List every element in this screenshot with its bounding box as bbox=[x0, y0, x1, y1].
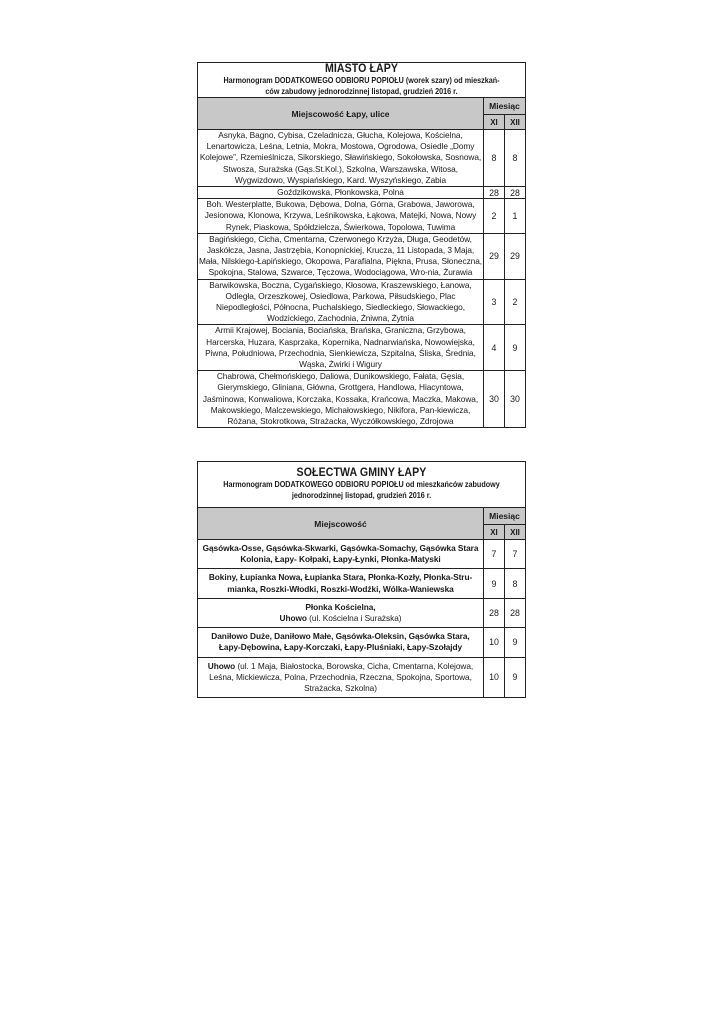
day-xi: 3 bbox=[484, 279, 505, 325]
table-row bbox=[198, 233, 526, 279]
table-row bbox=[198, 187, 526, 199]
villages-location-header: Miejscowość bbox=[198, 508, 484, 540]
day-xi: 4 bbox=[484, 325, 505, 371]
day-xii: 9 bbox=[505, 657, 526, 698]
table-row bbox=[198, 657, 526, 698]
street-list: Bagińskiego, Cicha, Cmentarna, Czerwonego Krzyża, Długa, Geodetów, Jaskółcza, Jasna, Jastrzębia, Konopnickiej, Krucza, 11 Listopada, 3 Maja, Mała, Nilskiego-Łapińskiego, Okopowa, Parafialna, Piękna, Prusa, Słoneczna, Spokojna, Stalowa, Szwarce, Tęczowa, Wodociągowa, Wro-nia, Żurawia bbox=[198, 233, 483, 278]
village-list bbox=[198, 569, 484, 598]
day-xii: 30 bbox=[505, 371, 526, 428]
village-list bbox=[198, 628, 484, 657]
day-xii: 9 bbox=[505, 325, 526, 371]
village-names: Gąsówka-Osse, Gąsówka-Skwarki, Gąsówka-Somachy, Gąsówka Stara Kolonia, Łapy- Kołpaki, Łapy-Łynki, Płonka-Matyski bbox=[202, 543, 479, 565]
table-row bbox=[198, 199, 526, 234]
day-xii: 28 bbox=[505, 187, 526, 199]
street-list: Armii Krajowej, Bociania, Bociańska, Brańska, Graniczna, Grzybowa, Harcerska, Huzara, Kasprzaka, Kopernika, Nadnarwiańska, Nowowiejska, Piwna, Południowa, Przechodnia, Sienkiewicza, Szpitalna, Śliska, Średnia, Wąska, Żwirki i Wigury bbox=[198, 325, 484, 371]
day-xii: 2 bbox=[505, 279, 526, 325]
table-row bbox=[198, 569, 526, 598]
village-list bbox=[198, 657, 484, 698]
villages-title: SOŁECTWA GMINY ŁAPY bbox=[296, 467, 427, 479]
villages-schedule-table bbox=[197, 461, 526, 698]
day-xi: 8 bbox=[484, 130, 505, 187]
day-xi: 7 bbox=[484, 540, 505, 569]
day-xii: 1 bbox=[505, 199, 526, 234]
day-xii: 9 bbox=[505, 628, 526, 657]
table-row bbox=[198, 325, 526, 371]
day-xi: 10 bbox=[484, 628, 505, 657]
village-list bbox=[198, 540, 484, 569]
day-xii: 29 bbox=[505, 233, 526, 279]
villages-xi-header: XI bbox=[484, 525, 505, 540]
villages-month-header: Miesiąc bbox=[484, 508, 526, 525]
city-schedule-table bbox=[197, 62, 526, 428]
day-xii: 8 bbox=[505, 130, 526, 187]
village-name-2: Uhowo bbox=[279, 613, 307, 624]
village-names: Bokiny, Łupianka Nowa, Łupianka Stara, Płonka-Kozły, Płonka-Stru-mianka, Roszki-Włodki, Roszki-Wodźki, Wólka-Waniewska bbox=[208, 572, 473, 594]
day-xii: 7 bbox=[505, 540, 526, 569]
day-xi: 29 bbox=[484, 233, 505, 279]
village-names: Daniłowo Duże, Daniłowo Małe, Gąsówka-Oleksin, Gąsówka Stara, Łapy-Dębowina, Łapy-Korczaki, Łapy-Pluśniaki, Łapy-Szołajdy bbox=[211, 631, 470, 653]
day-xii: 28 bbox=[505, 598, 526, 627]
street-list: Goździkowska, Płonkowska, Polna bbox=[198, 187, 484, 199]
city-header bbox=[198, 63, 526, 98]
street-list: Barwikowska, Boczna, Cygańskiego, Kłosowa, Kraszewskiego, Łanowa, Odległa, Orzeszkowej, Osiedlowa, Parkowa, Piłsudskiego, Plac Niepodległości, Północna, Puchalskiego, Siedleckiego, Słowackiego, Wodzickiego, Zachodnia, Żniwna, Żytnia bbox=[198, 279, 484, 325]
table-row bbox=[198, 371, 526, 428]
day-xi: 30 bbox=[484, 371, 505, 428]
villages-header bbox=[198, 462, 526, 508]
village-names: Uhowo bbox=[207, 660, 236, 671]
table-row bbox=[198, 540, 526, 569]
village-note: (ul. Kościelna i Surażska) bbox=[306, 613, 402, 624]
city-month-header: Miesiąc bbox=[484, 98, 526, 115]
city-title: MIASTO ŁAPY bbox=[324, 63, 399, 75]
day-xii: 8 bbox=[505, 569, 526, 598]
day-xi: 9 bbox=[484, 569, 505, 598]
city-xii-header: XII bbox=[505, 115, 526, 130]
table-row bbox=[198, 598, 526, 627]
table-row bbox=[198, 130, 526, 187]
village-note: (ul. 1 Maja, Białostocka, Borowska, Cicha, Cmentarna, Kolejowa, Leśna, Mickiewicza, Polna, Przechodnia, Rzeczna, Spokojna, Sportowa, Strażacka, Szkolna) bbox=[209, 660, 474, 694]
city-location-header: Miejscowość Łapy, ulice bbox=[198, 98, 484, 130]
street-list: Chabrowa, Chełmońskiego, Daliowa, Dunikowskiego, Fałata, Gęsia, Gierymskiego, Gliniana, Główna, Grottgera, Handlowa, Hiacyntowa, Jaśminowa, Konwaliowa, Korczaka, Kossaka, Krańcowa, Maczka, Makowa, Makowskiego, Malczewskiego, Michałowskiego, Nikifora, Pan-kiewicza, Różana, Stokrotkowa, Strażacka, Wyczółkowskiego, Zdrojowa bbox=[198, 371, 484, 428]
day-xi: 28 bbox=[484, 598, 505, 627]
table-row bbox=[198, 628, 526, 657]
table-row bbox=[198, 279, 526, 325]
street-list: Asnyka, Bagno, Cybisa, Czeladnicza, Głucha, Kolejowa, Kościelna, Lenartowicza, Leśna, Letnia, Mokra, Mostowa, Ogrodowa, Osiedle „Domy Kolejowe”, Rzemieślnicza, Sikorskiego, Sławińskiego, Sokołowska, Sosnowa, Stwosza, Surażska (Gąs.St.Kol.), Szkolna, Warszawska, Witosa, Wygwizdowo, Wyspiańskiego, Kard. Wyszyńskiego, Zabia bbox=[198, 130, 484, 187]
villages-xii-header: XII bbox=[505, 525, 526, 540]
day-xi: 28 bbox=[484, 187, 505, 199]
street-list: Boh. Westerplatte, Bukowa, Dębowa, Dolna, Górna, Grabowa, Jaworowa, Jesionowa, Klonowa, Krzywa, Leśnikowska, Łąkowa, Matejki, Nowa, Nowy Rynek, Piaskowa, Spółdzielcza, Świerkowa, Topolowa, Tuwima bbox=[198, 199, 484, 234]
villages-subtitle: Harmonogram DODATKOWEGO ODBIORU POPIOŁU od mieszkańców zabudowy jednorodzinnej listopad, grudzień 2016 r. bbox=[223, 480, 500, 500]
city-xi-header: XI bbox=[484, 115, 505, 130]
village-names: Płonka Kościelna, bbox=[305, 601, 376, 612]
village-list bbox=[198, 598, 484, 627]
city-subtitle: Harmonogram DODATKOWEGO ODBIORU POPIOŁU (worek szary) od mieszkań-ców zabudowy jednorodzinnej listopad, grudzień 2016 r. bbox=[223, 76, 500, 96]
day-xi: 2 bbox=[484, 199, 505, 234]
day-xi: 10 bbox=[484, 657, 505, 698]
